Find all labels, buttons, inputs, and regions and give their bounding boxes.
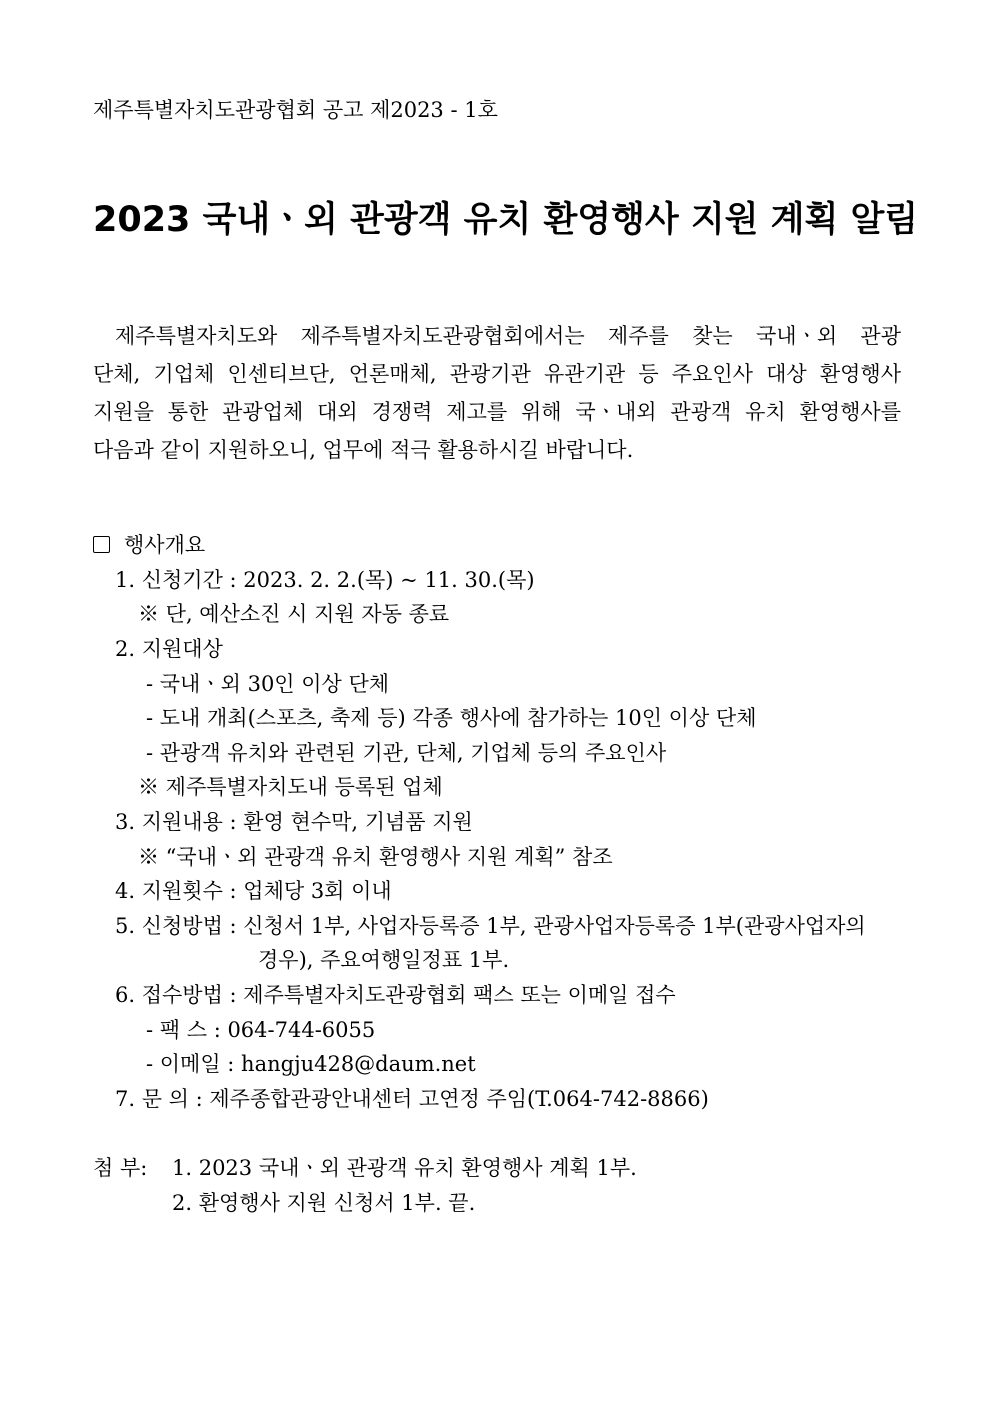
list-item: ※ 단, 예산소진 시 지원 자동 종료 [138,602,450,626]
list-item: - 국내ㆍ외 30인 이상 단체 [146,672,390,696]
list-item: 5. 신청방법 : 신청서 1부, 사업자등록증 1부, 관광사업자등록증 1부(관광사업자의 [115,914,866,938]
list-item: 1. 신청기간 : 2023. 2. 2.(목) ~ 11. 30.(목) [115,568,535,592]
list-item: 경우), 주요여행일정표 1부. [258,948,510,972]
list-item: 6. 접수방법 : 제주특별자치도관광협회 팩스 또는 이메일 접수 [115,983,676,1007]
attachments-label: 첨 부: [93,1156,148,1180]
attachment-item: 2. 환영행사 지원 신청서 1부. 끝. [172,1191,476,1215]
list-item: 2. 지원대상 [115,637,223,661]
list-item: - 관광객 유치와 관련된 기관, 단체, 기업체 등의 주요인사 [146,741,667,765]
list-item: ※ “국내ㆍ외 관광객 유치 환영행사 지원 계획” 참조 [138,845,613,869]
intro-line: 단체, 기업체 인센티브단, 언론매체, 관광기관 유관기관 등 주요인사 대상 환영행사 [93,362,901,386]
intro-paragraph [93,319,901,471]
intro-line: 다음과 같이 지원하오니, 업무에 적극 활용하시길 바랍니다. [93,438,634,462]
intro-line: 지원을 통한 관광업체 대외 경쟁력 제고를 위해 국ㆍ내외 관광객 유치 환영행사를 [93,400,901,424]
list-item: - 이메일 : hangju428@daum.net [146,1052,476,1076]
list-item: - 도내 개최(스포츠, 축제 등) 각종 행사에 참가하는 10인 이상 단체 [146,706,757,730]
list-item: 7. 문 의 : 제주종합관광안내센터 고연정 주임(T.064-742-8866) [115,1087,709,1111]
notice-reference-number: 제주특별자치도관광협회 공고 제2023 - 1호 [93,98,498,122]
list-item: ※ 제주특별자치도내 등록된 업체 [138,775,443,799]
list-item: - 팩 스 : 064-744-6055 [146,1018,376,1042]
overview-heading-label: 행사개요 [124,533,206,557]
page-title: 2023 국내ㆍ외 관광객 유치 환영행사 지원 계획 알림 [93,200,919,240]
attachment-item: 1. 2023 국내ㆍ외 관광객 유치 환영행사 계획 1부. [172,1156,637,1180]
overview-heading [93,530,205,560]
list-item: 4. 지원횟수 : 업체당 3회 이내 [115,879,392,903]
checkbox-square-icon [93,536,110,553]
list-item: 3. 지원내용 : 환영 현수막, 기념품 지원 [115,810,473,834]
intro-line: 제주특별자치도와 제주특별자치도관광협회에서는 제주를 찾는 국내ㆍ외 관광 [115,324,901,348]
